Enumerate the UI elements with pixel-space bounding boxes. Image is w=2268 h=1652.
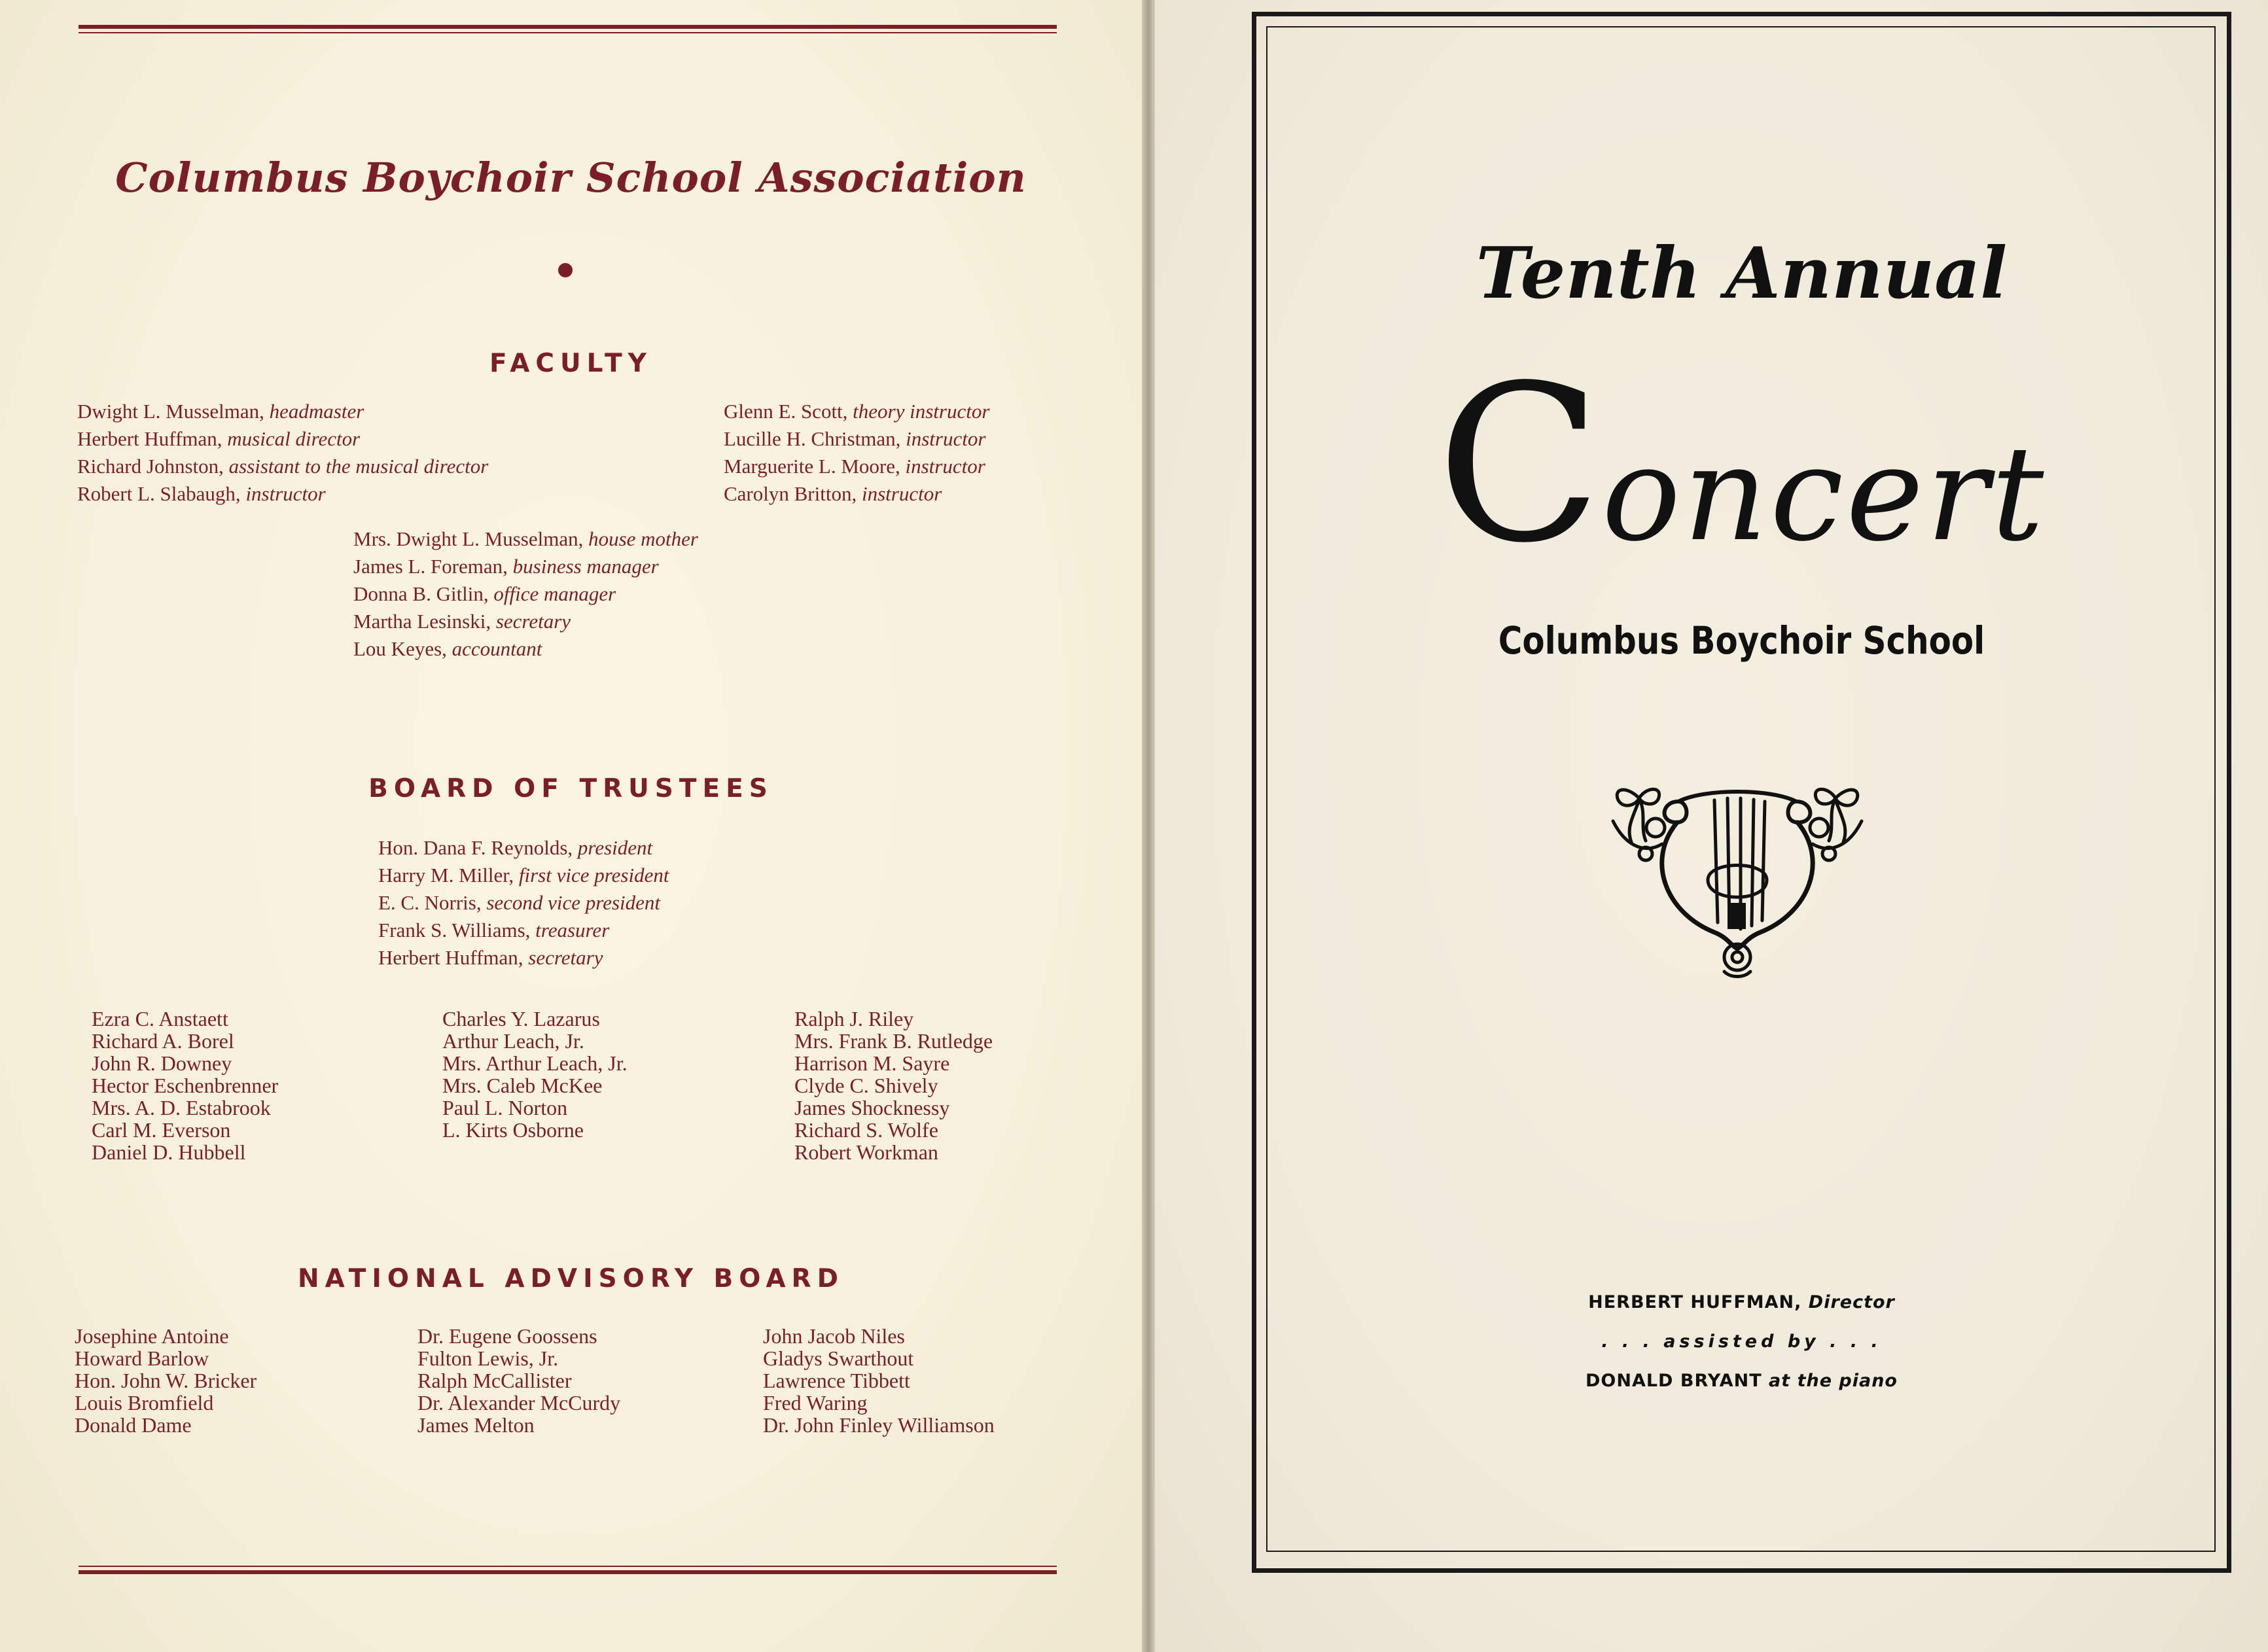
member-name: L. Kirts Osborne [442, 1118, 584, 1142]
concert-title [1252, 339, 2231, 593]
school-name: Columbus Boychoir School [1498, 618, 1985, 663]
person-name: E. C. Norris, [378, 891, 487, 914]
member-name: Fulton Lewis, Jr. [417, 1346, 559, 1370]
member-name: Daniel D. Hubbell [92, 1140, 246, 1164]
person-name: Donna B. Gitlin, [353, 582, 494, 605]
person-name: Robert L. Slabaugh, [77, 482, 246, 505]
person-role: headmaster [269, 400, 364, 423]
member-name: Louis Bromfield [75, 1391, 214, 1415]
member-name: James Melton [417, 1413, 535, 1437]
person-entry [724, 480, 989, 508]
person-role: instructor [906, 427, 986, 450]
member-name: Richard A. Borel [92, 1029, 234, 1053]
person-name: Glenn E. Scott, [724, 400, 853, 423]
person-name: Richard Johnston, [77, 455, 229, 478]
person-role: instructor [861, 482, 942, 505]
faculty-column-2 [724, 398, 989, 508]
person-name: Dwight L. Musselman, [77, 400, 270, 423]
person-role: assistant to the musical director [228, 455, 489, 478]
person-role: accountant [452, 637, 542, 660]
member-name: Gladys Swarthout [763, 1346, 914, 1370]
member-name: Mrs. Caleb McKee [442, 1074, 603, 1097]
person-name: Hon. Dana F. Reynolds, [378, 836, 578, 859]
person-name: Lucille H. Christman, [724, 427, 906, 450]
person-role: office manager [493, 582, 616, 605]
member-name: Josephine Antoine [75, 1324, 229, 1348]
person-role: treasurer [535, 919, 610, 941]
advisory-column-2 [417, 1325, 620, 1436]
member-name: Charles Y. Lazarus [442, 1007, 600, 1030]
trustees-column-3 [794, 1008, 993, 1163]
trustees-column-2 [442, 1008, 628, 1141]
person-name: Herbert Huffman, [77, 427, 228, 450]
trustees-column-1 [92, 1008, 278, 1163]
member-name: Ezra C. Anstaett [92, 1007, 228, 1030]
person-entry [353, 608, 698, 635]
member-name: Carl M. Everson [92, 1118, 231, 1142]
member-name: Ralph J. Riley [794, 1007, 914, 1030]
member-name: Harrison M. Sayre [794, 1051, 950, 1075]
person-name: Carolyn Britton, [724, 482, 862, 505]
person-entry [77, 398, 488, 425]
member-name: Clyde C. Shively [794, 1074, 938, 1097]
member-name: Donald Dame [75, 1413, 192, 1437]
member-name: Mrs. A. D. Estabrook [92, 1096, 271, 1119]
person-entry [378, 834, 669, 862]
person-name: Frank S. Williams, [378, 919, 536, 941]
member-name: Ralph McCallister [417, 1369, 572, 1392]
member-name: Arthur Leach, Jr. [442, 1029, 584, 1053]
concert-rest: oncert [1601, 418, 2047, 571]
member-name: Fred Waring [763, 1391, 868, 1415]
member-name: Richard S. Wolfe [794, 1118, 938, 1142]
advisory-heading: NATIONAL ADVISORY BOARD [298, 1264, 844, 1293]
member-name: Dr. Eugene Goossens [417, 1324, 597, 1348]
trustee-officers-list [378, 834, 669, 972]
person-entry [378, 862, 669, 889]
person-name: James L. Foreman, [353, 555, 513, 578]
lyre-icon [1600, 782, 1875, 981]
person-entry [353, 635, 698, 663]
pianist-role: at the piano [1769, 1371, 1898, 1391]
person-role: business manager [512, 555, 659, 578]
person-role: theory instructor [853, 400, 990, 423]
tenth-annual-title: Tenth Annual [1476, 232, 2008, 315]
person-role: secretary [495, 610, 571, 633]
person-entry [353, 580, 698, 608]
member-name: Mrs. Arthur Leach, Jr. [442, 1051, 628, 1075]
person-entry [378, 917, 669, 944]
member-name: John Jacob Niles [763, 1324, 905, 1348]
person-role: secretary [528, 946, 603, 969]
person-role: second vice president [486, 891, 661, 914]
person-name: Marguerite L. Moore, [724, 455, 906, 478]
person-entry [353, 525, 698, 553]
person-role: musical director [227, 427, 361, 450]
advisory-column-1 [75, 1325, 257, 1436]
person-name: Lou Keyes, [353, 637, 452, 660]
member-name: Mrs. Frank B. Rutledge [794, 1029, 993, 1053]
person-entry [378, 889, 669, 917]
person-name: Martha Lesinski, [353, 610, 496, 633]
trustees-heading: BOARD OF TRUSTEES [368, 774, 773, 803]
person-role: president [577, 836, 653, 859]
person-name: Herbert Huffman, [378, 946, 529, 969]
person-role: instructor [905, 455, 985, 478]
concert-initial: C [1436, 339, 1602, 590]
member-name: James Shocknessy [794, 1096, 950, 1119]
person-role: instructor [245, 482, 326, 505]
member-name: Dr. Alexander McCurdy [417, 1391, 621, 1415]
person-entry [77, 480, 488, 508]
person-entry [77, 453, 488, 480]
person-entry [724, 425, 989, 453]
member-name: Paul L. Norton [442, 1096, 568, 1119]
top-double-rule [79, 25, 1057, 33]
faculty-column-1 [77, 398, 488, 508]
director-name: HERBERT HUFFMAN, [1588, 1292, 1802, 1312]
faculty-heading: FACULTY [489, 349, 652, 378]
person-entry [378, 944, 669, 972]
member-name: Hon. John W. Bricker [75, 1369, 257, 1392]
association-title: Columbus Boychoir School Association [115, 154, 1027, 202]
pianist-name: DONALD BRYANT [1585, 1371, 1762, 1391]
person-entry [77, 425, 488, 453]
member-name: Lawrence Tibbett [763, 1369, 910, 1392]
member-name: Howard Barlow [75, 1346, 209, 1370]
faculty-staff-list [353, 525, 698, 663]
person-entry [353, 553, 698, 580]
pianist-credit [1252, 1371, 2231, 1391]
person-role: house mother [588, 527, 698, 550]
person-name: Mrs. Dwight L. Musselman, [353, 527, 589, 550]
member-name: John R. Downey [92, 1051, 232, 1075]
person-entry [724, 453, 989, 480]
member-name: Hector Eschenbrenner [92, 1074, 279, 1097]
member-name: Dr. John Finley Williamson [763, 1413, 995, 1437]
member-name: Robert Workman [794, 1140, 938, 1164]
assisted-by-line: . . . assisted by . . . [1601, 1331, 1882, 1352]
bullet-ornament [558, 263, 573, 277]
person-entry [724, 398, 989, 425]
advisory-column-3 [763, 1325, 995, 1436]
person-name: Harry M. Miller, [378, 864, 519, 887]
person-role: first vice president [518, 864, 669, 887]
director-credit [1252, 1292, 2231, 1312]
director-role: Director [1808, 1292, 1895, 1312]
bottom-double-rule [79, 1566, 1057, 1574]
book-gutter [1142, 0, 1155, 1652]
